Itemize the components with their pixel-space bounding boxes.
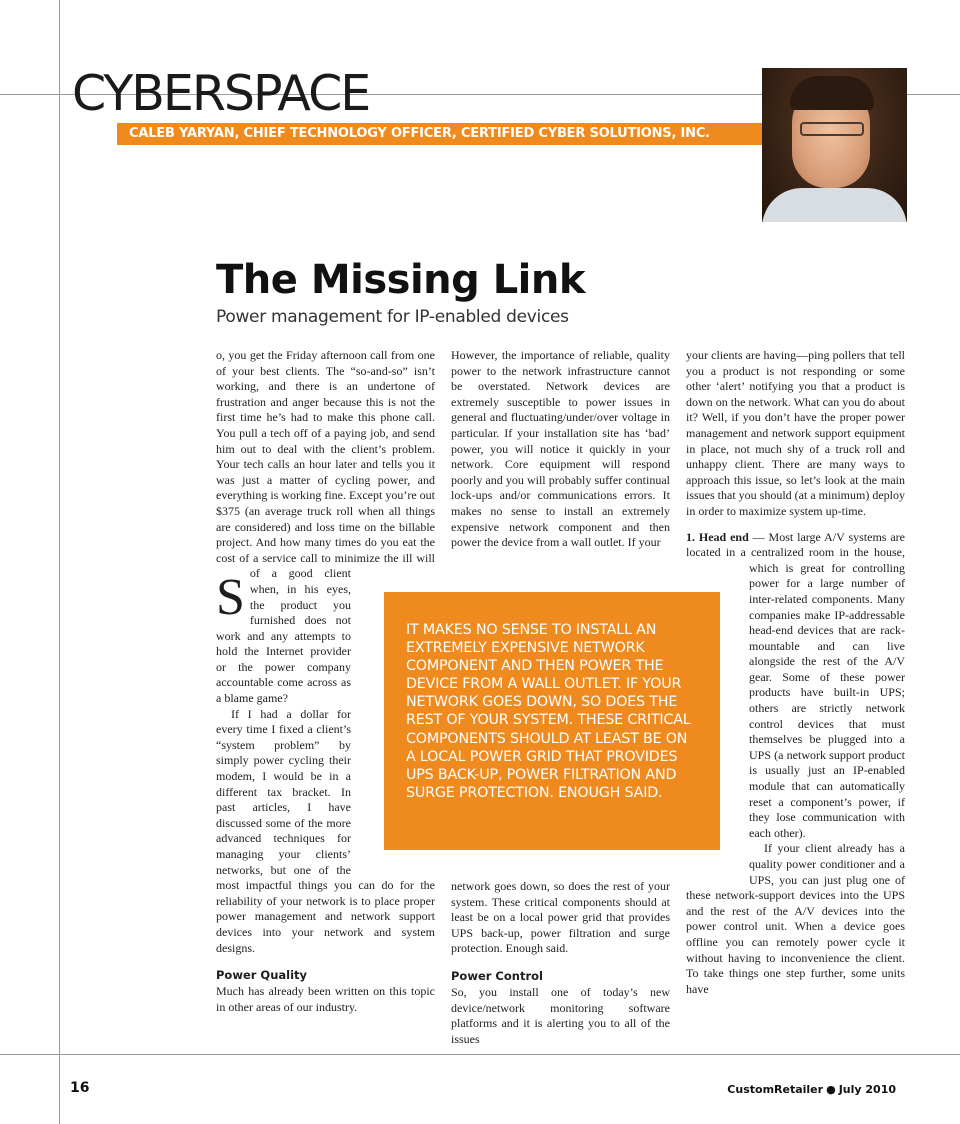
author-shirt bbox=[762, 188, 907, 222]
issue-date: July 2010 bbox=[838, 1083, 896, 1096]
paragraph: Much has already been written on this topic in other areas of our industry. bbox=[216, 984, 435, 1014]
paragraph: If your client already has a quality power conditioner and a UPS, you can just plug one of these network-support devices into the UPS and the rest of the A/V devices into the power control unit. When a device goes offline you can remotely power cycle it without having to inconvenience the client. To take things one step further, some units have bbox=[686, 841, 905, 996]
paragraph: your clients are having—ping pollers that tell you a product is not responding or some other ‘alert’ notifying you that a product is down on the network. What can you do about it? Well, if you don’t have the proper power management and network support equipment in place, not much shy of a truck roll and unhappy client. There are many ways to approach this issue, so let’s look at the main issues that you should (at a minimum) deploy in order to maximize system up-time. bbox=[686, 348, 905, 518]
footer-rule bbox=[0, 1054, 960, 1055]
paragraph: S o, you get the Friday afternoon call from one of your best clients. The “so-and-so” isn’t working, and there is an undertone of frustration and anger because this is not the first time he’s had to make this phone call. You pull a tech off of a paying job, and send him out to deal with the client’s problem. Your tech calls an hour later and tells you it was just a matter of cycling power, and everything is working fine. Except you’re out $375 (an average truck roll when all things are considered) and loss time on the billable project. And how many times do you eat the cost of a service call to minimize the ill will of a good client when, in his eyes, the product you furnished does not work and any attempts to hold the Internet provider or the power company accountable come across as a blame game? bbox=[216, 348, 435, 706]
paragraph: So, you install one of today’s new device/network monitoring software platforms and it is alerting you to all of the issues bbox=[451, 984, 670, 1046]
section-heading: Power Control bbox=[451, 968, 543, 983]
author-hair bbox=[790, 76, 874, 110]
author-photo bbox=[762, 68, 907, 222]
author-glasses bbox=[800, 122, 864, 136]
paragraph: If I had a dollar for every time I fixed a client’s “system problem” by simply power cycling their modem, I would be in a different tax bracket. In past articles, I have discussed some of the more advanced techniques for managing your clients’ networks, but one of the most impactful things you can do for the reliability of your network is to place proper power management and network support devices into your network and system designs. bbox=[216, 706, 435, 955]
magazine-footer bbox=[727, 1083, 896, 1096]
drop-cap: S bbox=[216, 569, 245, 626]
section-heading: Power Quality bbox=[216, 968, 308, 983]
article-subtitle: Power management for IP-enabled devices bbox=[216, 307, 569, 327]
list-item: 1. Head end — Most large A/V systems are located in a centralized room in the house, which is great for controlling power for a large number of inter-related components. Many companies make IP-addressable head-end devices that are rack-mountable and can live alongside the rest of the A/V gear. Some of these power products have built-in UPS; others are strictly network control devices that must themselves be plugged into a UPS (a network support product is usually just an IP-enabled module that can automatically reset a component’s power, if they lose communication with each other). bbox=[686, 529, 905, 840]
author-byline: CALEB YARYAN, CHIEF TECHNOLOGY OFFICER, CERTIFIED CYBER SOLUTIONS, INC. bbox=[117, 123, 763, 145]
list-item-label: 1. Head end bbox=[686, 529, 749, 544]
pull-quote: IT MAKES NO SENSE TO INSTALL AN EXTREMELY EXPENSIVE NETWORK COMPONENT AND THEN POWER THE DEVICE FROM A WALL OUTLET. IF YOUR NETWORK GOES DOWN, SO DOES THE REST OF YOUR SYSTEM. THESE CRITICAL COMPONENTS SHOULD AT LEAST BE ON A LOCAL POWER GRID THAT PROVIDES UPS BACK-UP, POWER FILTRATION AND SURGE PROTECTION. ENOUGH SAID. bbox=[384, 592, 720, 850]
paragraph: network goes down, so does the rest of your system. These critical components should at least be on a local power grid that provides UPS back-up, power filtration and surge protection. Enough said. bbox=[451, 879, 670, 956]
crop-rule-left bbox=[59, 0, 60, 1124]
column-2-continued bbox=[451, 879, 670, 1047]
magazine-name: CustomRetailer bbox=[727, 1083, 824, 1096]
page-number: 16 bbox=[70, 1080, 90, 1096]
column-2 bbox=[451, 348, 670, 551]
section-title: CYBERSPACE bbox=[72, 65, 370, 122]
article-title: The Missing Link bbox=[216, 257, 585, 303]
bullet-icon: ● bbox=[826, 1083, 836, 1096]
paragraph: However, the importance of reliable, quality power to the network infrastructure cannot be overstated. Network devices are extremely susceptible to power issues in general and fluctuating/under/over voltage in particular. If your installation site has ‘bad’ power, you will notice it quickly in your network. Core equipment will respond poorly and you will probably suffer continual lock-ups and/or communications errors. It makes no sense to install an extremely expensive network component and then power the device from a wall outlet. If your bbox=[451, 348, 670, 550]
